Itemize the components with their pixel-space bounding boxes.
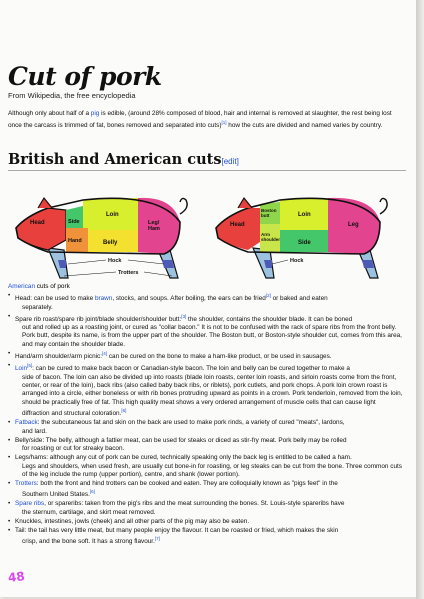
- british-head-region: [16, 208, 66, 250]
- list-item-head: • Head: can be used to make brawn, stocks, and soups. After boiling, the ears can be fried[2] or baked and eaten separately.: [8, 292, 404, 312]
- section-divider: [8, 170, 406, 171]
- british-label-head: Head: [30, 220, 45, 226]
- american-label-hock: Hock: [290, 258, 304, 264]
- ref-3[interactable]: [3]: [181, 313, 187, 319]
- british-label-trotters: Trotters: [118, 270, 139, 276]
- caption-text: cuts of pork: [35, 283, 70, 290]
- diagram-caption: [8, 283, 70, 290]
- loin-link[interactable]: Loin: [15, 365, 28, 373]
- binding-edge: [416, 0, 424, 599]
- intro-text-2: is edible, (around 28% composed of blood, hair and internal is removed at slaughter, the rest being lost once the carcass is trimmed of fat, bones removed and separated into cuts): [8, 110, 392, 129]
- fatback-link[interactable]: Fatback: [15, 419, 38, 427]
- ref-2[interactable]: [2]: [265, 293, 271, 298]
- american-label-leg: Leg: [348, 222, 359, 228]
- intro-text-3: how the cuts are divided and named varies by country.: [226, 121, 383, 129]
- list-item-legs: • Legs/hams: although any cut of pork can be cured, technically speaking only the back leg is entitled to be called a ham. Legs and shoulders, when used fresh, are usually cut bone-in for roasting, or leg steaks can be cut from the bone. Three common cuts of the leg include the rump (upper portion), centre, and shank (lower portion).: [8, 454, 404, 479]
- edit-link[interactable]: [edit]: [221, 157, 239, 166]
- list-item-knuckles: • Knuckles, intestines, jowls (cheek) and all other parts of the pig may also be eaten.: [8, 518, 404, 526]
- british-pig: [16, 198, 187, 278]
- list-item-trotters: • Trotters: both the front and hind trotters can be cooked and eaten. They are colloquially known as "pigs feet" in the Southern United States.[6]: [8, 480, 404, 500]
- american-hock-rear: [362, 260, 374, 268]
- page-title: Cut of pork: [8, 62, 162, 91]
- brawn-link[interactable]: brawn: [94, 295, 113, 303]
- handwritten-page-number: 48: [7, 569, 26, 585]
- trotter-pointer-front: [64, 272, 116, 276]
- ref-6b[interactable]: [6]: [89, 489, 95, 495]
- hock-pointer-front: [68, 260, 106, 264]
- american-ear: [238, 198, 252, 208]
- list-item-loin: • Loin[5]: can be cured to make back bacon or Canadian-style bacon. The loin and belly can be cured together to make a side of bacon. The loin can also be divided up into roasts (blade loin roasts, center loin roasts, and sirloin roasts come from the front, center, or rear of the loin), back ribs (also called baby back ribs, or riblets), pork cutlets, and pork chops. A pork loin crown roast is arranged into a circle, either boneless or with rib bones protruding upward as points in a crown. Pork tenderloin, removed from the loin, should be practically free of fat. This high quality meat shows a very ordered arrangement of muscle cells that can cause light diffraction and structural coloration.[6]: [8, 362, 404, 419]
- section-heading: [8, 151, 239, 168]
- british-tail: [180, 198, 187, 214]
- british-label-side: Side: [68, 219, 80, 225]
- list-item-spare-ribs: • Spare ribs, or spareribs: taken from the pig's ribs and the meat surrounding the bones. St. Louis-style spareribs have the sternum, cartilage, and skirt meat removed.: [8, 500, 404, 517]
- american-label-boston: Boston butt: [261, 208, 277, 218]
- american-tail: [380, 198, 387, 214]
- british-label-loin: Loin: [106, 212, 119, 218]
- american-head-region: [216, 208, 260, 250]
- ref-7[interactable]: [7]: [154, 536, 160, 542]
- american-pig: [216, 198, 387, 278]
- british-label-belly: Belly: [103, 240, 118, 246]
- american-label-head: Head: [230, 222, 245, 228]
- pork-cuts-diagram: [8, 178, 408, 288]
- american-label-loin: Loin: [298, 212, 311, 218]
- page-subtitle: From Wikipedia, the free encyclopedia: [8, 91, 136, 100]
- ref-6[interactable]: [6]: [121, 408, 127, 414]
- spare-ribs-link[interactable]: Spare ribs: [15, 500, 45, 508]
- list-item-spare-rib-roast: • Spare rib roast/spare rib joint/blade shoulder/shoulder butt:[3] the shoulder, contains the shoulder blade. It can be boned out and rolled up as a roasting joint, or cured as "collar bacon." It is not to be confused with the rack of spare ribs from the front belly. Pork butt, despite its name, is from the upper part of the shoulder. The Boston butt, or Boston-style shoulder cut, comes from this area, and may contain the shoulder blade.: [8, 313, 404, 350]
- ref-1[interactable]: [1]: [221, 119, 227, 125]
- american-hock-pointer: [272, 260, 288, 264]
- list-item-fatback: • Fatback: the subcutaneous fat and skin on the back are used to make pork rinds, a variety of cured "meats", lardons, and lard.: [8, 419, 404, 436]
- british-ear: [38, 198, 52, 208]
- hock-pointer-rear: [128, 260, 164, 264]
- american-label-side: Side: [298, 240, 311, 246]
- american-label-arm: Arm shoulder: [261, 232, 281, 242]
- section-title: British and American cuts: [8, 151, 222, 168]
- ref-5[interactable]: [5]: [27, 363, 33, 368]
- american-link[interactable]: American: [8, 283, 35, 290]
- trotters-link[interactable]: Trotters: [15, 479, 37, 487]
- ref-4[interactable]: [4]: [102, 350, 108, 356]
- pig-link[interactable]: pig: [90, 110, 100, 117]
- intro-paragraph: [8, 110, 404, 130]
- intro-text-1: Although only about half of a: [8, 110, 91, 117]
- british-label-leg: Leg/ Ham: [148, 220, 160, 233]
- list-item-belly: • Belly/side: The belly, although a fattier meat, can be used for steaks or diced as stir-fry meat. Pork belly may be rolled for roasting or cut for streaky bacon.: [8, 437, 404, 454]
- british-label-hand: Hand: [68, 238, 82, 244]
- list-item-tail: • Tail: the tail has very little meat, but many people enjoy the flavour. It can be roasted or fried, which makes the skin crisp, and the bone soft. It has a strong flavour.[7]: [8, 527, 404, 547]
- list-item-hand: • Hand/arm shoulder/arm picnic:[4] can be cured on the bone to make a ham-like product, or be used in sausages.: [8, 350, 404, 362]
- british-label-hock: Hock: [108, 258, 122, 264]
- cuts-list: [8, 292, 404, 547]
